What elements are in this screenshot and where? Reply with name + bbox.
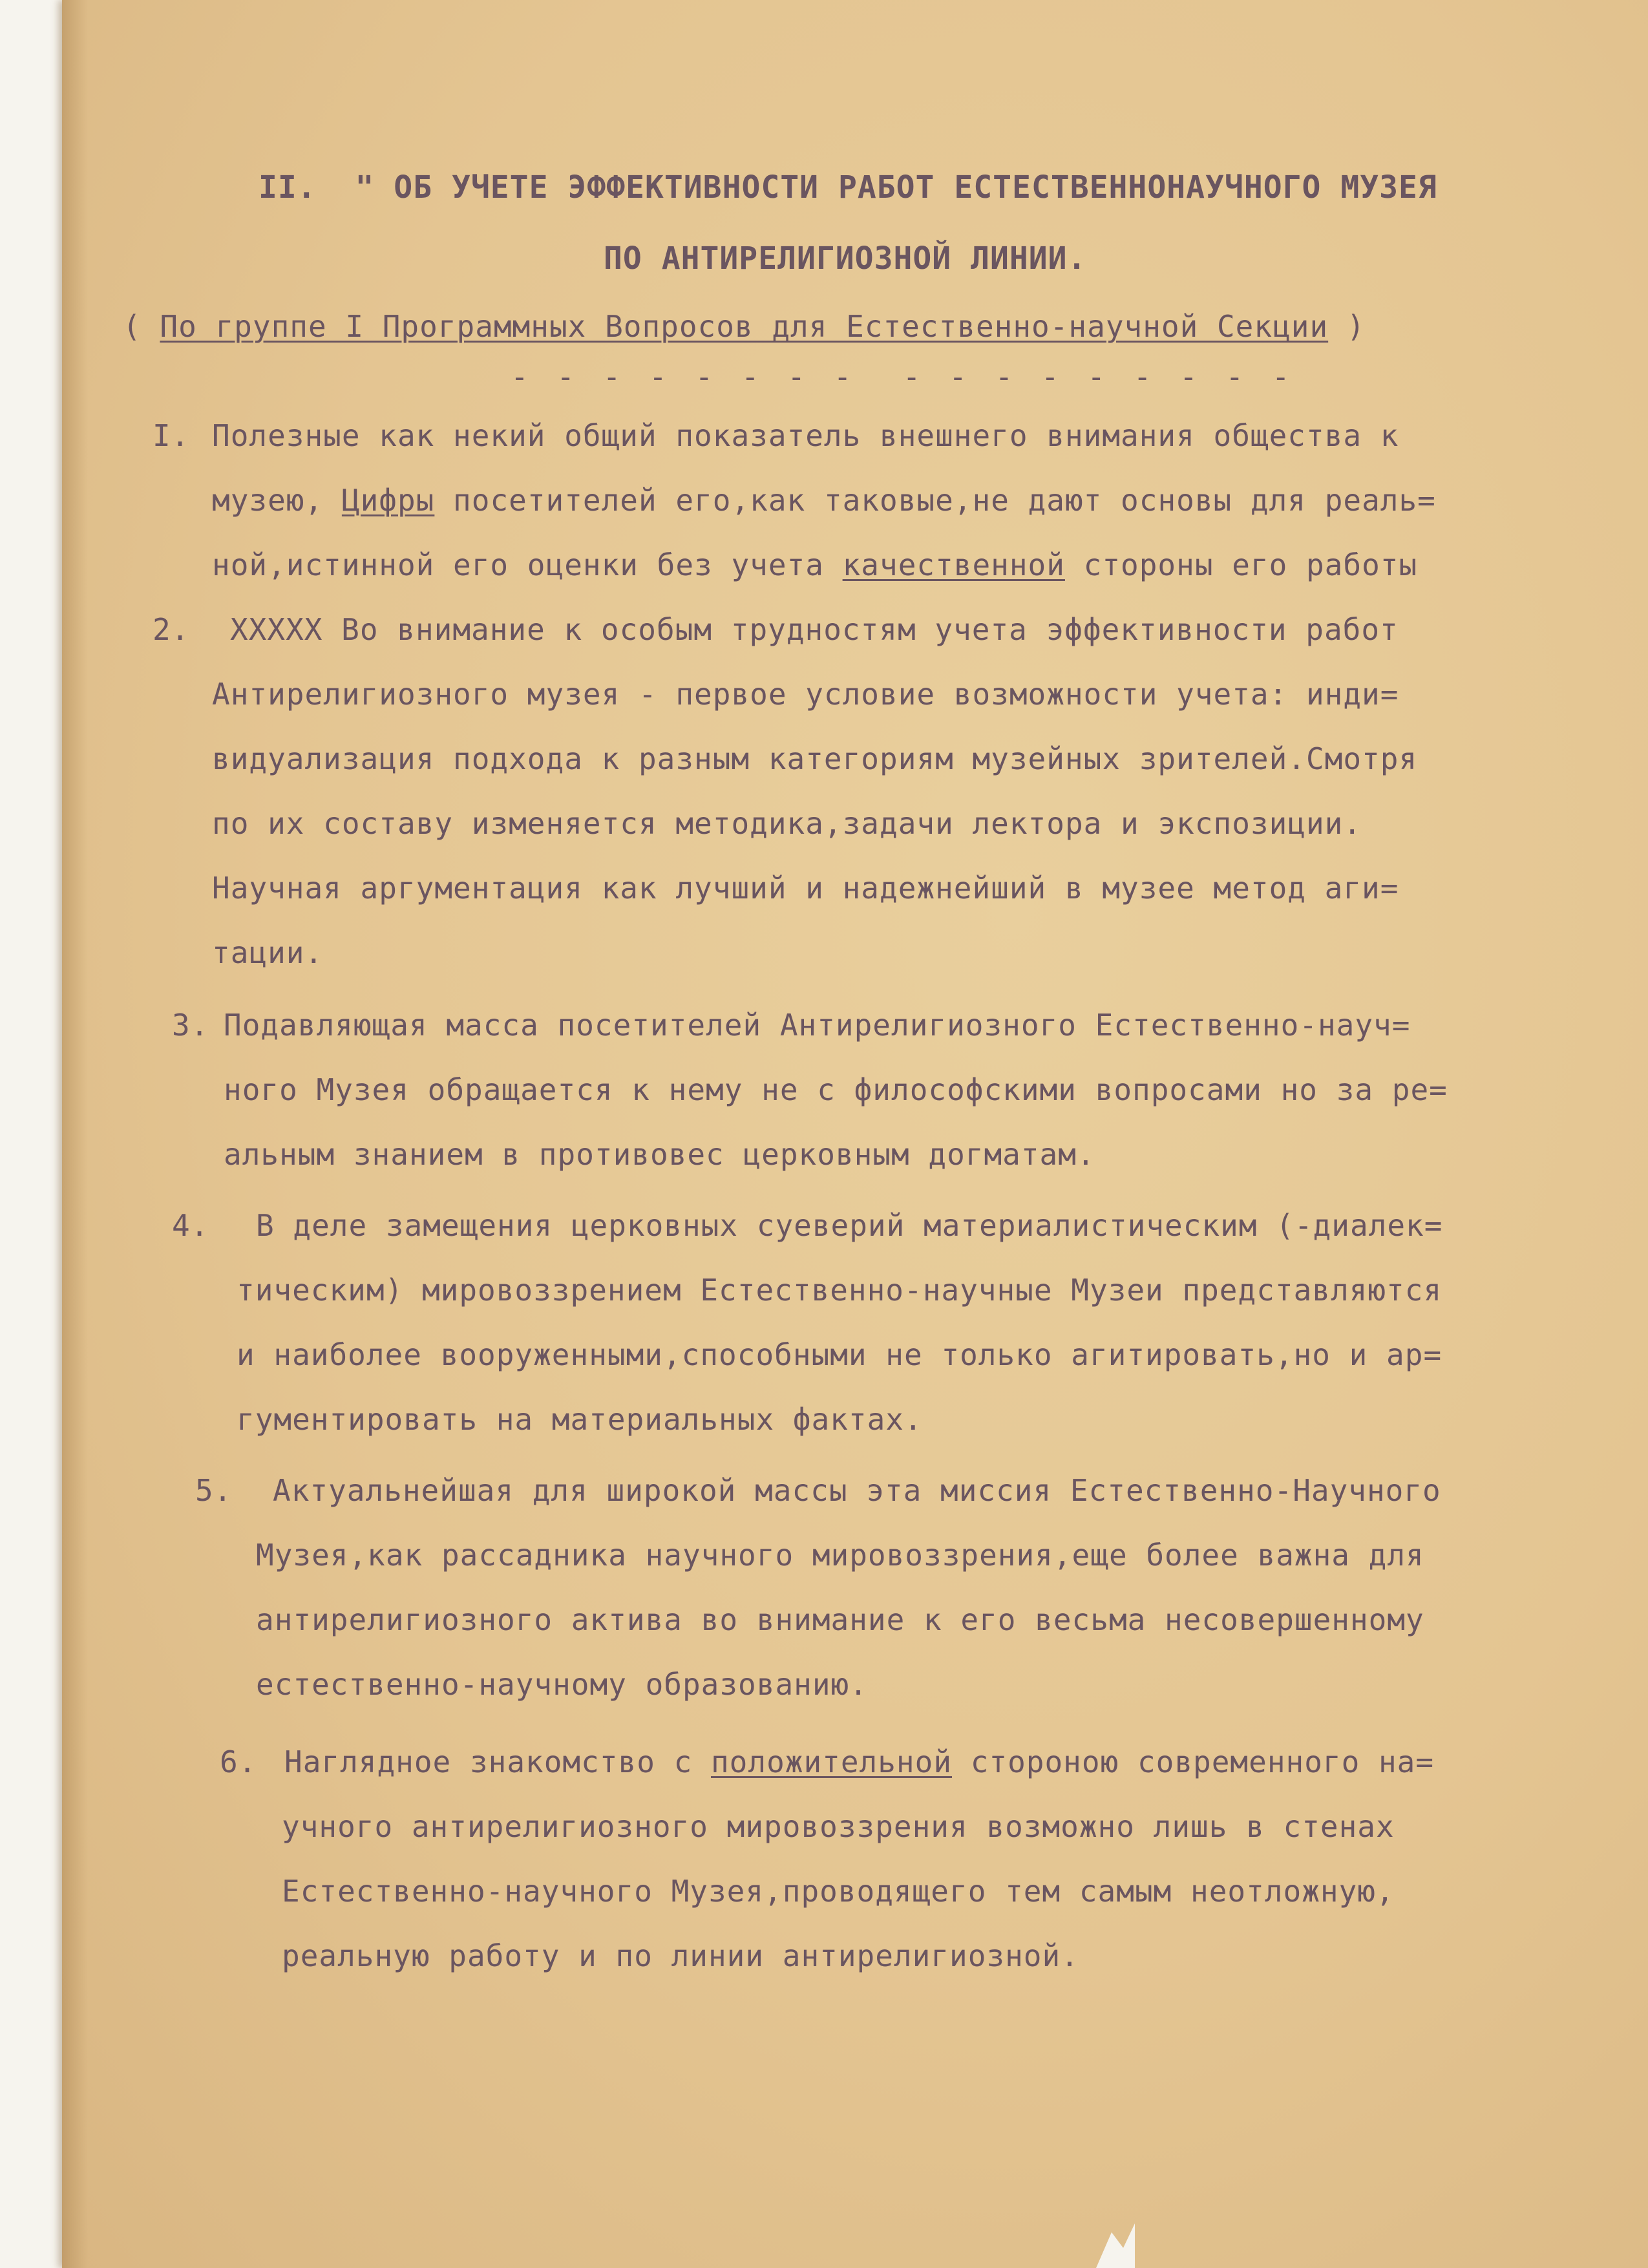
item-line-text: музею, — [212, 483, 342, 518]
item-line: Актуальнейшая для широкой массы эта миссия Естественно-Научного — [273, 1473, 1441, 1508]
paper-sheet — [62, 0, 1648, 2268]
item-line: по их составу изменяется методика,задачи лектора и экспозиции. — [212, 806, 1362, 841]
item-line: Подавляющая масса посетителей Антирелигиозного Естественно-науч= — [224, 1008, 1411, 1043]
document-heading-line-1: II. " ОБ УЧЕТЕ ЭФФЕКТИВНОСТИ РАБОТ ЕСТЕСТВЕННОНАУЧНОГО МУЗЕЯ — [259, 169, 1437, 206]
document-subheading — [123, 309, 1366, 344]
item-line: альным знанием в противовес церковным догматам. — [224, 1137, 1095, 1172]
item-line: ного Музея обращается к нему не с философскими вопросами но за ре= — [224, 1072, 1448, 1107]
item-line: В деле замещения церковных суеверий материалистическим (-диалек= — [256, 1208, 1443, 1243]
item-number: 3. — [172, 1008, 209, 1043]
item-number: 5. — [195, 1473, 233, 1508]
item-line: и наиболее вооруженными,способными не только агитировать,но и ар= — [237, 1337, 1442, 1372]
sheet-left-edge-shadow — [62, 0, 88, 2268]
subheading-text: По группе I Программных Вопросов для Естественно-научной Секции — [160, 309, 1329, 344]
item-line: видуализация подхода к разным категориям музейных зрителей.Смотря — [212, 741, 1418, 776]
subheading-open-paren: ( — [123, 309, 142, 344]
item-line: тическим) мировоззрением Естественно-научные Музеи представляются — [237, 1273, 1442, 1308]
item-line: ХХХХХ Во внимание к особым трудностям учета эффективности работ — [230, 612, 1399, 647]
item-line: Антирелигиозного музея - первое условие возможности учета: инди= — [212, 677, 1399, 712]
item-line: Наглядное знакомство с положительной стороною современного на= — [284, 1744, 1435, 1779]
underlined-word: Цифры — [341, 483, 435, 518]
separator-dashes: - - - - - - - - - - - - - - - - - — [511, 359, 1295, 394]
item-number: 2. — [153, 612, 190, 647]
item-number: 4. — [172, 1208, 209, 1243]
underlined-word: положительной — [710, 1744, 953, 1779]
underlined-word: качественной — [842, 547, 1065, 582]
item-line: естественно-научному образованию. — [256, 1667, 868, 1702]
item-line: реальную работу и по линии антирелигиозной. — [282, 1938, 1079, 1973]
item-line: музею, Цифры посетителей его,как таковые,не дают основы для реаль= — [212, 483, 1436, 518]
item-number: I. — [153, 418, 190, 453]
item-line: ной,истинной его оценки без учета качественной стороны его работы — [212, 547, 1418, 582]
item-line: антирелигиозного актива во внимание к его весьма несовершенному — [256, 1602, 1424, 1637]
item-line: Естественно-научного Музея,проводящего тем самым неотложную, — [282, 1874, 1395, 1909]
item-number: 6. — [220, 1744, 257, 1779]
item-line: гументировать на материальных фактах. — [237, 1402, 923, 1437]
item-line: Полезные как некий общий показатель внешнего внимания общества к — [212, 418, 1399, 453]
subheading-close-paren: ) — [1346, 309, 1366, 344]
document-heading-line-2: ПО АНТИРЕЛИГИОЗНОЙ ЛИНИИ. — [604, 240, 1087, 277]
item-line: Научная аргументация как лучший и надежнейший в музее метод аги= — [212, 871, 1399, 906]
sheet-torn-corner — [1096, 2223, 1135, 2268]
item-line: Музея,как рассадника научного мировоззрения,еще более важна для — [256, 1538, 1424, 1573]
item-line: учного антирелигиозного мировоззрения возможно лишь в стенах — [282, 1809, 1395, 1844]
item-line: тации. — [212, 935, 324, 970]
